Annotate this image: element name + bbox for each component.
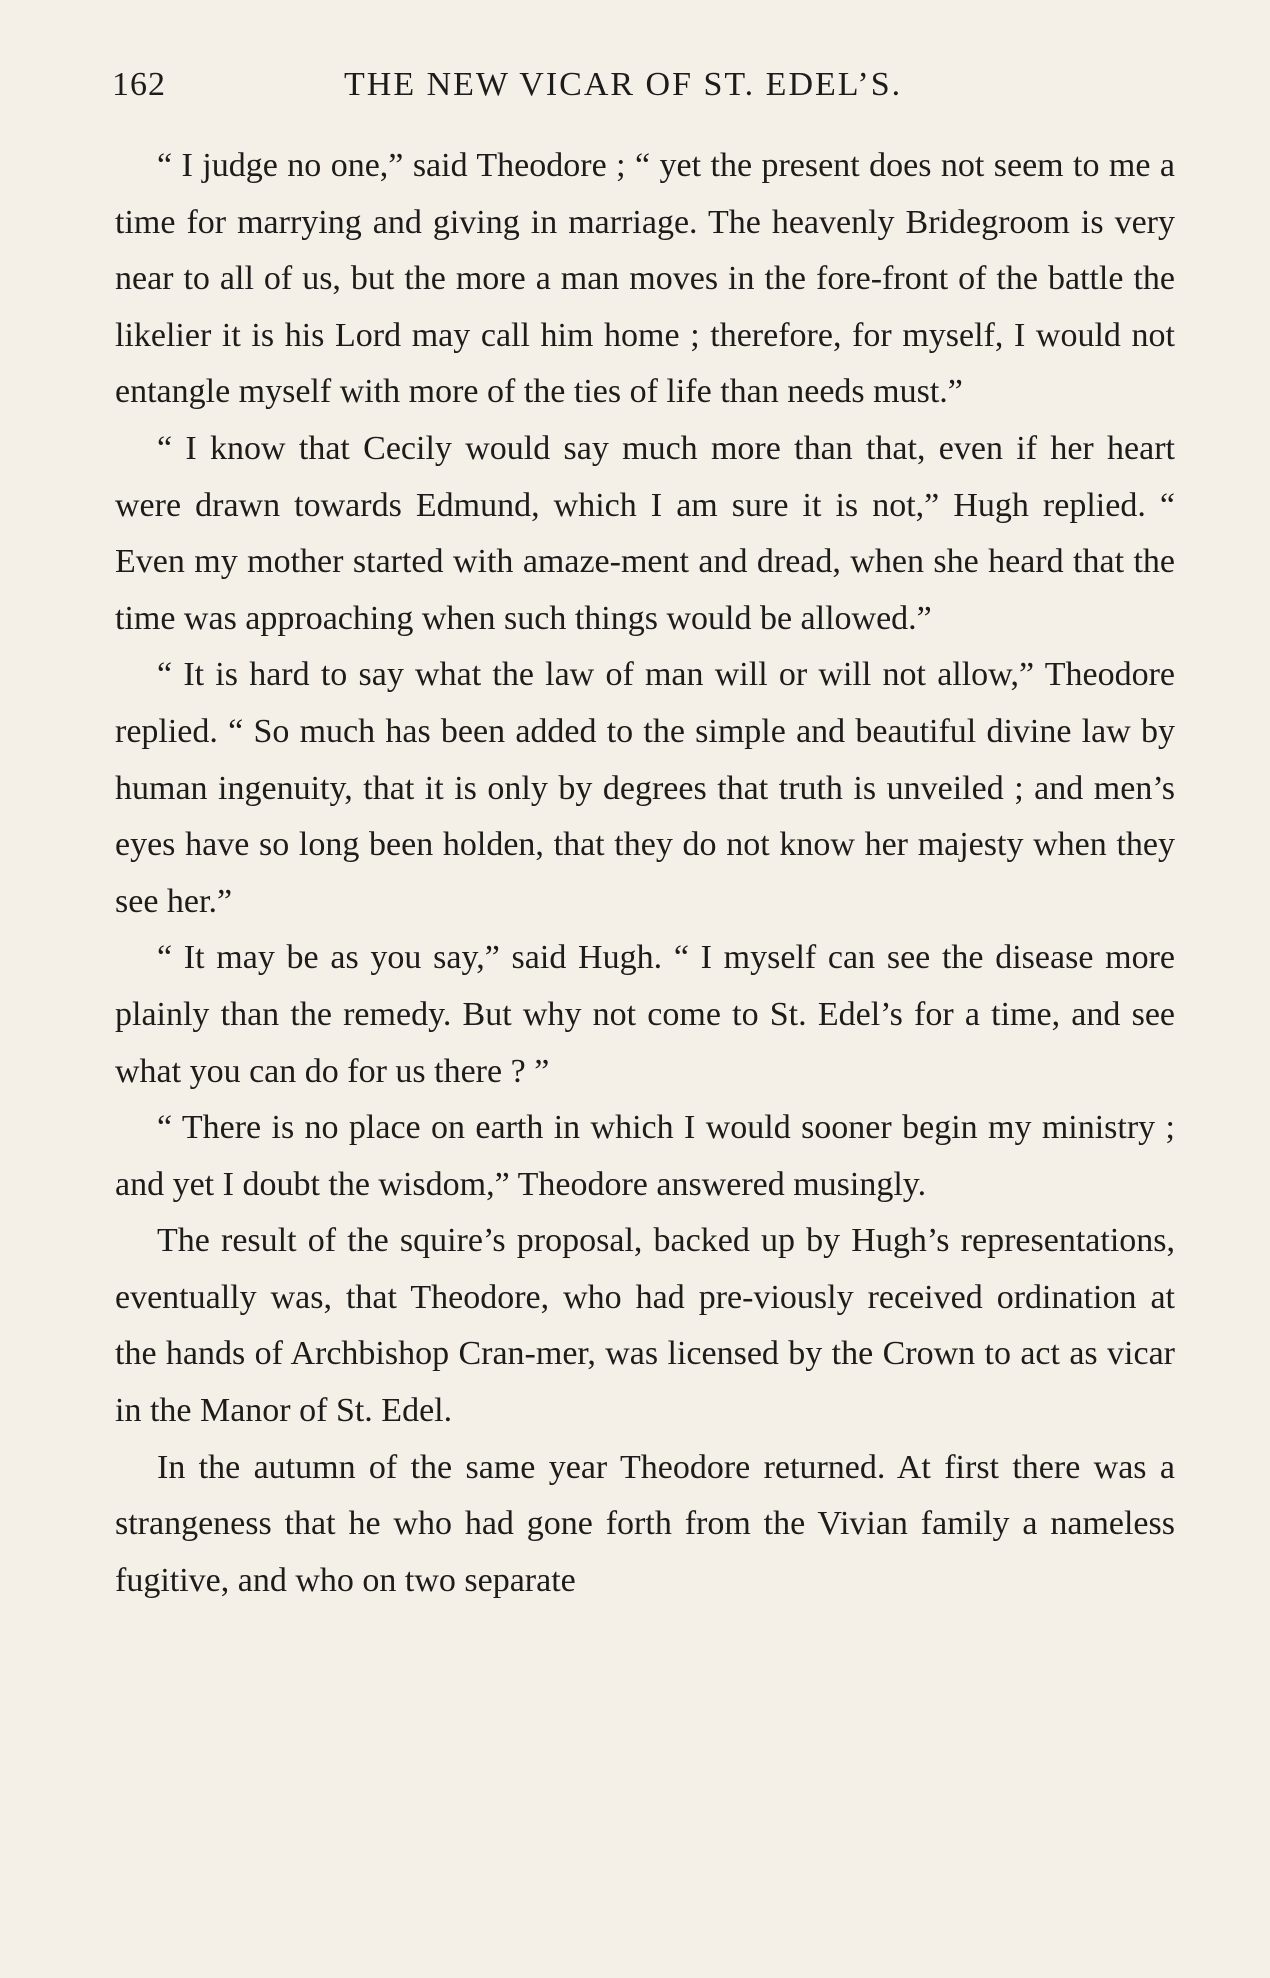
- paragraph-autumn-return: In the autumn of the same year Theodore returned. At first there was a strangeness that he who had gone forth from the Vivian family a nameless fugitive, and who on two separate: [115, 1448, 1175, 1599]
- paragraph-theodore-ministry: “ There is no place on earth in which I would sooner begin my ministry ; and yet I doubt the wisdom,” Theodore answered musingly.: [115, 1109, 1175, 1203]
- paragraph-squire-proposal: The result of the squire’s proposal, backed up by Hugh’s representations, eventually was, that Theodore, who had pre-viously received ordination at the hands of Archbishop Cran-mer, was licensed by the Crown to act as vicar in the Manor of St. Edel.: [115, 1222, 1175, 1430]
- running-title: THE NEW VICAR OF ST. EDEL’S.: [344, 66, 903, 103]
- page-number: 162: [112, 66, 166, 103]
- paragraph-law-of-man: “ It is hard to say what the law of man will or will not allow,” Theodore replied. “ So much has been added to the simple and beautiful divine law by human ingenuity, that it is only by degrees that truth is unveiled ; and men’s eyes have so long been holden, that they do not know her majesty when they see her.”: [115, 656, 1175, 920]
- paragraph-theodore-judges-no-one: “ I judge no one,” said Theodore ; “ yet the present does not seem to me a time for marrying and giving in marriage. The heavenly Bridegroom is very near to all of us, but the more a man moves in the fore-front of the battle the likelier it is his Lord may call him home ; therefore, for myself, I would not entangle myself with more of the ties of life than needs must.”: [115, 147, 1175, 411]
- paragraph-hugh-invitation: “ It may be as you say,” said Hugh. “ I myself can see the disease more plainly than the remedy. But why not come to St. Edel’s for a time, and see what you can do for us there ? ”: [115, 939, 1175, 1090]
- body-text: [115, 138, 1175, 1609]
- running-head: [112, 60, 1172, 110]
- paragraph-cecily-and-edmund: “ I know that Cecily would say much more than that, even if her heart were drawn towards Edmund, which I am sure it is not,” Hugh replied. “ Even my mother started with amaze-ment and dread, when she heard that the time was approaching when such things would be allowed.”: [115, 429, 1175, 637]
